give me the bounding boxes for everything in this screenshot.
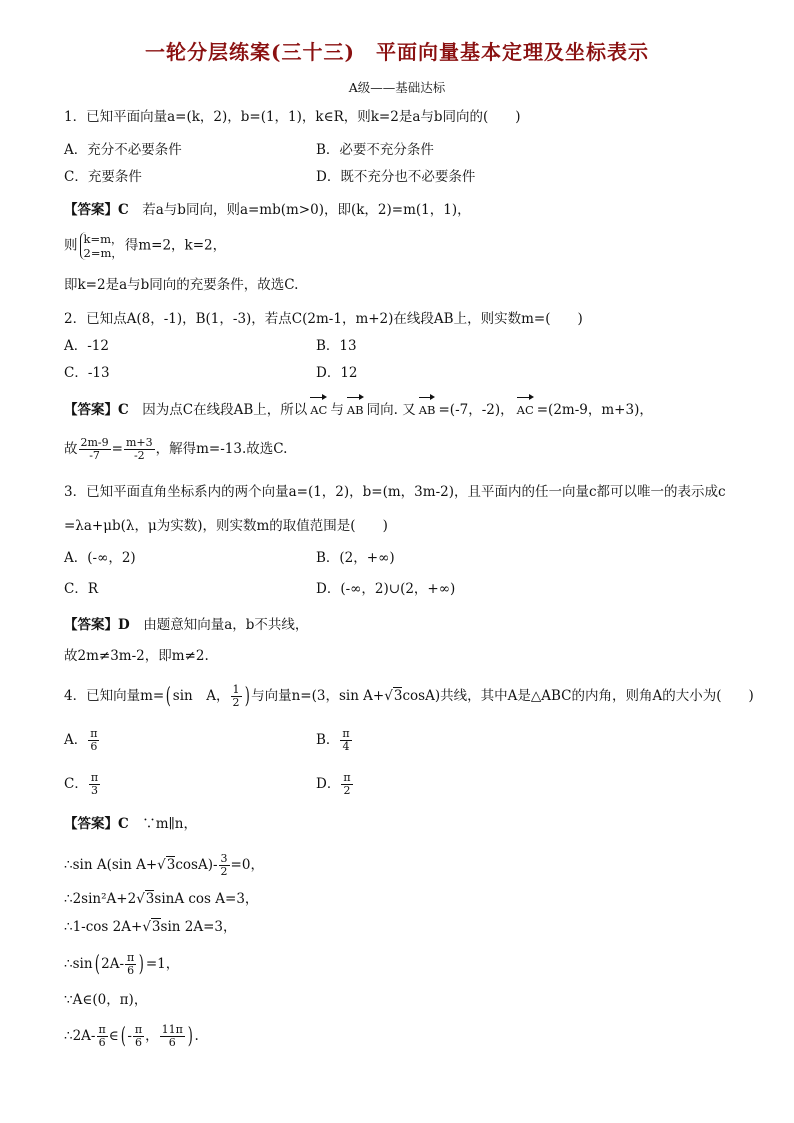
q3-answer-line-2: 故2m≠3m-2，即m≠2. — [64, 648, 209, 664]
left-paren: ( — [165, 683, 172, 709]
vector-ab: AB — [419, 395, 436, 419]
q1-option-c: C．充要条件 — [64, 169, 142, 185]
answer-text: ，解得m=-13.故选C. — [155, 441, 288, 457]
denominator: 6 — [127, 964, 135, 977]
q1-stem: 1．已知平面向量a=(k，2)，b=(1，1)，k∈R，则k=2是a与b同向的( ) — [64, 109, 521, 125]
numerator: 2m-9 — [80, 436, 109, 449]
q4-option-a — [64, 728, 100, 753]
answer-text: =(2m-9，m+3)， — [536, 402, 653, 418]
fraction — [97, 1024, 108, 1049]
option-label: D． — [316, 776, 341, 792]
denominator: 3 — [90, 784, 98, 797]
q3-option-d: D．(-∞，2)∪(2，+∞) — [316, 581, 456, 597]
vector-ab: AB — [347, 395, 364, 419]
answer-text: ∈ — [108, 1028, 119, 1044]
q1-option-d: D．既不充分也不必要条件 — [316, 169, 476, 185]
denominator: 6 — [168, 1036, 176, 1049]
numerator: π — [98, 1023, 106, 1036]
q2-stem: 2．已知点A(8，-1)，B(1，-3)，若点C(2m-1，m+2)在线段AB上，则实数m=( ) — [64, 311, 583, 327]
answer-text: 得m=2，k=2， — [124, 237, 227, 254]
q2-answer-line-1 — [64, 395, 653, 419]
denominator: -2 — [133, 449, 145, 462]
level-heading: A级——基础达标 — [348, 80, 446, 95]
answer-text: 由题意知向量a，b不共线， — [129, 617, 309, 633]
answer-text: sin 2A=3， — [160, 919, 237, 935]
sqrt-radicand: 3 — [166, 857, 176, 873]
numerator: π — [127, 951, 135, 964]
stem-text: cosA)共线，其中A是△ABC的内角，则角A的大小为( ) — [402, 688, 754, 704]
answer-text: 与 — [330, 402, 344, 418]
q1-answer-line-1 — [64, 201, 471, 219]
option-label: C． — [64, 776, 88, 792]
answer-text: 则 — [64, 237, 78, 254]
fraction — [219, 853, 230, 878]
denominator: 2 — [343, 784, 351, 797]
option-label: B． — [316, 732, 340, 748]
equals-sign: = — [111, 441, 123, 457]
answer-text: sinA cos A=3， — [154, 891, 259, 907]
sqrt-radicand: 3 — [151, 919, 161, 935]
sqrt-radicand: 3 — [393, 688, 403, 704]
q4-answer-line-1 — [64, 853, 264, 878]
answer-text: ∴2sin²A+2 — [64, 891, 137, 907]
vector-ac: AC — [310, 395, 327, 419]
q2-option-c: C．-13 — [64, 365, 110, 381]
q2-option-b: B．13 — [316, 338, 357, 354]
answer-text: 因为点C在线段AB上，所以 — [128, 402, 308, 418]
denominator: 2 — [220, 865, 228, 878]
denominator: 6 — [90, 740, 98, 753]
answer-text: 同向. 又 — [366, 402, 416, 418]
numerator: 3 — [220, 852, 228, 865]
stem-text: sin A， — [172, 688, 230, 704]
q1-option-a: A．充分不必要条件 — [64, 142, 182, 158]
numerator: 1 — [232, 683, 240, 696]
answer-text: ∴sin A(sin A+ — [64, 857, 158, 873]
sqrt-radicand: 3 — [145, 891, 155, 907]
denominator: -7 — [89, 449, 100, 462]
answer-text: . — [194, 1028, 199, 1044]
numerator: π — [134, 1023, 143, 1036]
denominator: 2 — [232, 696, 240, 709]
q4-stem — [64, 684, 754, 709]
q2-option-d: D．12 — [316, 365, 358, 381]
stem-text: 与向量n=(3，sin A+ — [251, 688, 385, 704]
q1-option-b: B．必要不充分条件 — [316, 142, 434, 158]
left-paren: ( — [94, 951, 100, 977]
numerator: π — [343, 771, 351, 784]
option-label: A． — [64, 732, 88, 748]
answer-text: ∵m∥n， — [128, 816, 197, 832]
sqrt-symbol: √ — [142, 919, 151, 935]
answer-tag: 【答案】D — [64, 617, 130, 633]
right-paren: ) — [138, 951, 145, 977]
numerator: π — [90, 771, 99, 784]
q4-option-b — [316, 728, 353, 753]
numerator: 11π — [161, 1023, 183, 1036]
fraction — [88, 728, 99, 753]
answer-text: 若a与b同向，则a=mb(m>0)，即(k，2)=m(1，1)， — [128, 202, 471, 218]
answer-text: 故 — [64, 441, 78, 457]
answer-text: =1， — [145, 956, 180, 972]
answer-tag: 【答案】C — [64, 402, 129, 418]
fraction — [79, 437, 111, 462]
sqrt-symbol: √ — [384, 688, 393, 704]
denominator: 6 — [98, 1036, 106, 1049]
q3-option-c: C．R — [64, 581, 98, 597]
answer-text: ， — [145, 1028, 159, 1044]
answer-text: ∴sin — [64, 956, 93, 972]
right-paren: ) — [244, 683, 250, 709]
stem-text: 4．已知向量m= — [64, 688, 165, 704]
equation-system — [80, 232, 123, 260]
answer-tag: 【答案】C — [64, 202, 129, 218]
fraction — [340, 728, 351, 753]
answer-text: ∴1-cos 2A+ — [64, 919, 143, 935]
q3-option-b: B．(2，+∞) — [316, 550, 395, 566]
answer-text: =(-7，-2)， — [438, 402, 514, 418]
answer-text: 2A- — [101, 956, 125, 972]
q4-answer-line-4 — [64, 952, 179, 977]
right-paren: ) — [187, 1023, 193, 1049]
denominator: 4 — [342, 740, 350, 753]
q1-answer-line-2 — [64, 232, 226, 260]
sqrt-symbol: √ — [157, 857, 166, 873]
q4-answer-line-2 — [64, 890, 258, 908]
answer-tag: 【答案】C — [64, 816, 129, 832]
answer-text: - — [127, 1028, 132, 1044]
fraction — [89, 772, 100, 797]
answer-text: =0， — [230, 857, 264, 873]
q4-answer-line-3 — [64, 918, 237, 936]
numerator: π — [342, 727, 350, 740]
fraction — [231, 684, 242, 709]
vector-ac: AC — [517, 395, 534, 419]
fraction — [125, 952, 136, 977]
q4-answer-line-5: ∵A∈(0，π)， — [64, 992, 148, 1008]
fraction — [160, 1024, 185, 1049]
page-title: 一轮分层练案(三十三) 平面向量基本定理及坐标表示 — [145, 40, 649, 64]
q4-answer-line-0 — [64, 815, 197, 833]
q3-option-a: A．(-∞，2) — [64, 550, 136, 566]
answer-text: ∴2A- — [64, 1028, 96, 1044]
q1-answer-line-3: 即k=2是a与b同向的充要条件，故选C. — [64, 277, 299, 293]
q4-answer-line-6 — [64, 1024, 199, 1049]
numerator: π — [90, 727, 98, 740]
left-paren: ( — [120, 1023, 126, 1049]
q2-answer-line-2 — [64, 437, 287, 462]
q2-option-a: A．-12 — [64, 338, 109, 354]
fraction — [124, 437, 155, 462]
answer-text: cosA)- — [175, 857, 218, 873]
denominator: 6 — [135, 1036, 142, 1049]
sqrt-symbol: √ — [136, 891, 145, 907]
system-row: k=m， — [83, 232, 123, 246]
q3-stem-line-1: 3．已知平面直角坐标系内的两个向量a=(1，2)，b=(m，3m-2)，且平面内的任一向量c都可以唯一的表示成c — [64, 484, 726, 500]
q4-option-d — [316, 772, 354, 797]
q3-answer-line-1 — [64, 616, 308, 634]
q3-stem-line-2: =λa+μb(λ，μ为实数)，则实数m的取值范围是( ) — [64, 518, 388, 534]
fraction — [133, 1024, 144, 1049]
numerator: m+3 — [125, 436, 153, 449]
fraction — [341, 772, 352, 797]
q4-option-c — [64, 772, 101, 797]
system-row: 2=m， — [83, 246, 123, 260]
